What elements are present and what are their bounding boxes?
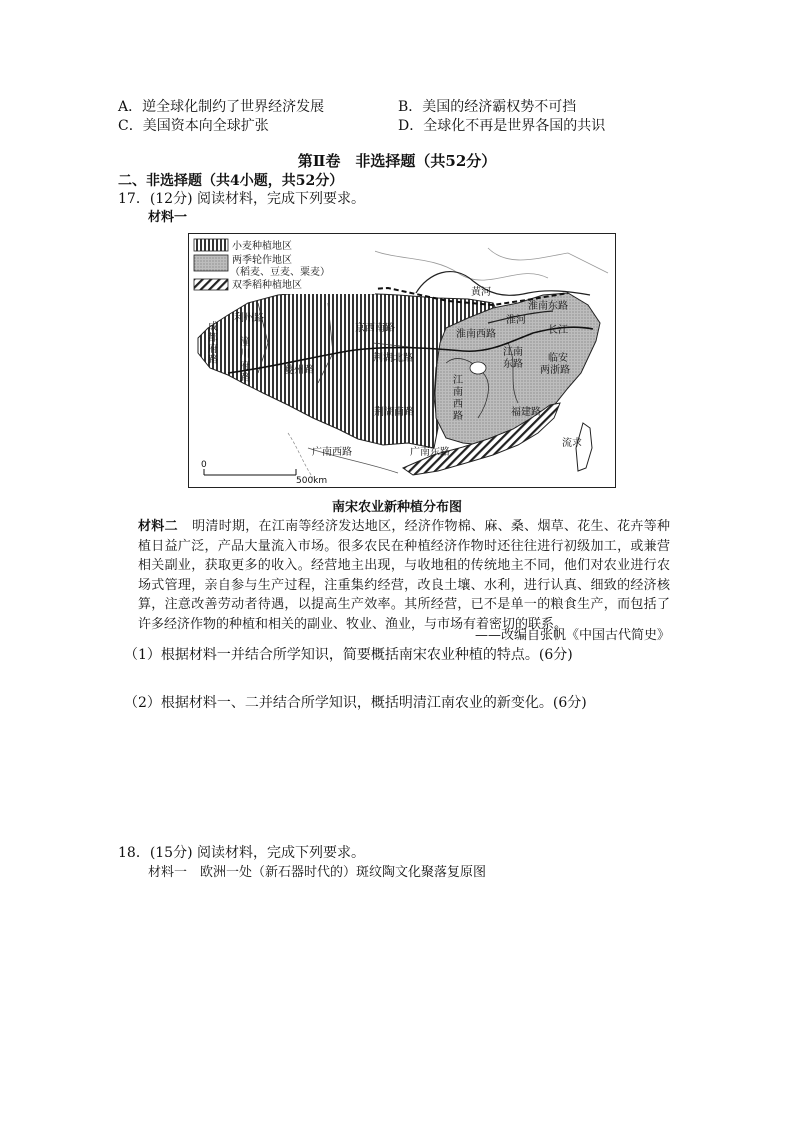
label-kuizhou: 夔州路 (284, 365, 314, 376)
label-guangdong: 广南东路 (410, 447, 450, 458)
q17-material2-label: 材料二 (138, 519, 178, 534)
label-fujian: 福建路 (511, 407, 541, 418)
label-jingxi: 京西南路 (355, 323, 395, 334)
q17-material1-label: 材料一 (148, 210, 188, 225)
section-title: 第Ⅱ卷 非选择题（共52分） (297, 152, 497, 170)
label-tongchuan-3: 府 (240, 361, 250, 372)
option-b: B．美国的经济霸权势不可挡 (398, 99, 577, 115)
label-jiangnan-west-3: 西 (453, 399, 463, 410)
song-agriculture-map (188, 233, 616, 488)
map-title: 南宋农业新种植分布图 (331, 500, 462, 515)
label-jiangnan-east-1: 江南 (503, 347, 523, 358)
q17-material2 (138, 517, 670, 634)
label-chengdu-2: 都 (208, 333, 218, 344)
legend-swatch-double-rice (194, 279, 228, 290)
label-tongchuan-2: 川 (240, 349, 250, 360)
label-huanghe: 黄河 (471, 287, 491, 298)
label-jiangnan-west-2: 南 (453, 387, 463, 398)
label-chengdu-3: 府 (208, 344, 218, 355)
legend-wheat: 小麦种植地区 (232, 241, 292, 252)
legend-swatch-wheat (194, 239, 228, 251)
label-lin-an-1: 临安 (548, 353, 568, 364)
label-chengdu-1: 成 (208, 322, 218, 333)
label-huaihe: 淮河 (506, 315, 526, 326)
option-d: D．全球化不再是世界各国的共识 (398, 118, 606, 134)
label-jinghu-north: 荆湖北路 (373, 353, 413, 364)
option-a: A．逆全球化制约了世界经济发展 (118, 99, 325, 115)
legend-swatch-rotation (194, 255, 228, 271)
q17-source: ——改编自张帆《中国古代简史》 (474, 628, 670, 643)
legend-rotation-1: 两季轮作地区 (232, 255, 292, 266)
label-lizhou: 利州路 (234, 313, 264, 324)
q17-sub2: （2）根据材料一、二并结合所学知识，概括明清江南农业的新变化。(6分) (124, 695, 587, 711)
scale-zero: 0 (201, 460, 207, 470)
label-jiangnan-west-4: 路 (453, 411, 463, 422)
q17-sub1: （1）根据材料一并结合所学知识，简要概括南宋农业种植的特点。(6分) (124, 647, 573, 663)
label-liuqiu: 流求 (562, 438, 582, 449)
label-jiangnan-west-1: 江 (453, 375, 463, 386)
label-tongchuan-4: 路 (240, 373, 250, 384)
q18-stem: 18．(15分) 阅读材料，完成下列要求。 (118, 845, 366, 861)
label-huainan-west: 淮南西路 (456, 329, 496, 340)
label-tongchuan-1: 潼 (240, 337, 250, 348)
label-jinghu-south: 荆湖南路 (374, 407, 414, 418)
label-guangxi: 广南西路 (312, 447, 352, 458)
section-subtitle: 二、非选择题（共4小题，共52分） (118, 173, 344, 189)
q17-stem: 17．(12分) 阅读材料，完成下列要求。 (118, 191, 366, 207)
q17-material2-text: 明清时期，在江南等经济发达地区，经济作物棉、麻、桑、烟草、花生、花卉等种植日益广泛，产品大量流入市场。很多农民在种植经济作物时还往往进行初级加工，或兼营相关副业，获取更多的收入。经营地主出现，与收地租的传统地主不同，他们对农业进行农场式管理，亲自参与生产过程，注重集约经营，改良土壤、水利，进行认真、细致的经济核算，注意改善劳动者待遇，以提高生产效率。其所经营，已不是单一的粮食生产，而包括了许多经济作物的种植和相关的副业、牧业、渔业，与市场有着密切的联系。 (138, 519, 670, 632)
map-legend (191, 236, 375, 294)
label-lin-an-2: 两浙路 (540, 365, 570, 376)
label-huainan-east: 淮南东路 (528, 301, 568, 312)
scale-km: 500km (296, 476, 328, 486)
option-c: C．美国资本向全球扩张 (118, 118, 269, 134)
label-changjiang: 长江 (548, 325, 568, 336)
legend-double-rice: 双季稻种植地区 (232, 280, 302, 291)
label-chengdu-4: 路 (208, 355, 218, 366)
q18-material1: 材料一 欧洲一处（新石器时代的）斑纹陶文化聚落复原图 (148, 865, 487, 880)
legend-rotation-2: （稻麦、豆麦、粟麦） (230, 267, 330, 278)
label-jiangnan-east-2: 东路 (503, 359, 523, 370)
